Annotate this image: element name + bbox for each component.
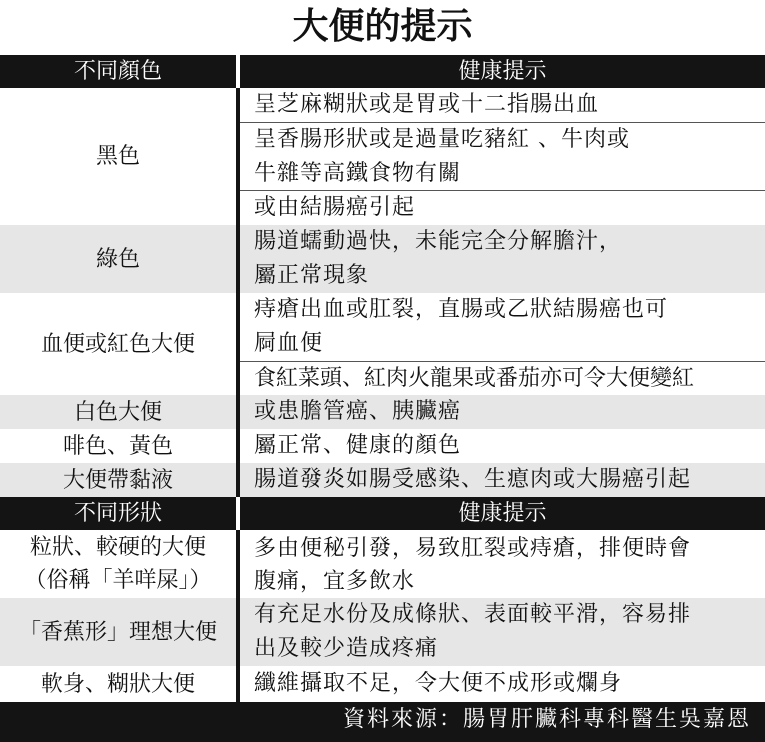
shape-section-header xyxy=(0,497,765,530)
tip-text: 痔瘡出血或肛裂，直腸或乙狀結腸癌也可 xyxy=(254,297,669,322)
tip-text: 纖維攝取不足，令大便不成形或爛身 xyxy=(254,671,623,696)
table-row-white xyxy=(0,395,765,429)
header-left: 不同顏色 xyxy=(73,59,162,84)
tip-text: 腸道蠕動過快，未能完全分解膽汁， xyxy=(254,229,623,254)
row-label: 綠色 xyxy=(95,246,140,272)
page-title: 大便的提示 xyxy=(292,6,473,47)
row-label: 粒狀、較硬的大便 xyxy=(29,535,206,560)
tip-text: 屙血便 xyxy=(254,331,324,356)
table-row-red xyxy=(0,293,765,395)
tip-text: 有充足水份及成條狀、表面較平滑，容易排 xyxy=(254,602,692,627)
header-right: 健康提示 xyxy=(458,59,547,84)
table-row-mucus xyxy=(0,463,765,497)
row-label: 軟身、糊狀大便 xyxy=(40,671,195,697)
source-text: 資料來源：腸胃肝臟科專科醫生吳嘉恩 xyxy=(342,707,751,732)
header-left: 不同形狀 xyxy=(73,501,162,526)
header-right: 健康提示 xyxy=(458,501,547,526)
tip-text: 腹痛，宜多飲水 xyxy=(254,569,416,594)
tip-text: 出及較少造成疼痛 xyxy=(254,636,439,661)
tip-text: 呈香腸形狀或是過量吃豬紅 、牛肉或 xyxy=(254,127,630,152)
tip-text: 或患膽管癌、胰臟癌 xyxy=(254,399,462,424)
tip-text: 或由結腸癌引起 xyxy=(254,195,416,220)
tip-text: 屬正常、健康的顏色 xyxy=(254,433,462,458)
color-section-header xyxy=(0,55,765,88)
tip-text: 腸道發炎如腸受感染、生瘜肉或大腸癌引起 xyxy=(254,467,692,492)
tip-text: 牛雜等高鐵食物有關 xyxy=(254,161,462,186)
tip-text: 食紅菜頭、紅肉火龍果或番茄亦可令大便變紅 xyxy=(254,366,695,391)
tip-text: 屬正常現象 xyxy=(254,263,370,288)
tip-text: 多由便秘引發，易致肛裂或痔瘡，排便時會 xyxy=(254,536,692,561)
table-row-soft xyxy=(0,666,765,702)
row-label: 黑色 xyxy=(95,144,140,169)
row-label: 大便帶黏液 xyxy=(62,467,173,493)
table-row-banana xyxy=(0,598,765,666)
table-row-black xyxy=(0,88,765,225)
row-label: 啡色、黃色 xyxy=(62,433,173,459)
row-label: 血便或紅色大便 xyxy=(40,331,195,357)
row-label: 白色大便 xyxy=(73,399,162,425)
row-label-sub: （俗稱「羊咩屎」） xyxy=(24,568,212,593)
table-row-brown xyxy=(0,429,765,463)
source-footer xyxy=(0,702,765,742)
tip-text: 呈芝麻糊狀或是胃或十二指腸出血 xyxy=(254,92,600,117)
table-row-green xyxy=(0,225,765,293)
row-label: 「香蕉形」理想大便 xyxy=(18,619,217,645)
table-row-pellet xyxy=(0,530,765,598)
